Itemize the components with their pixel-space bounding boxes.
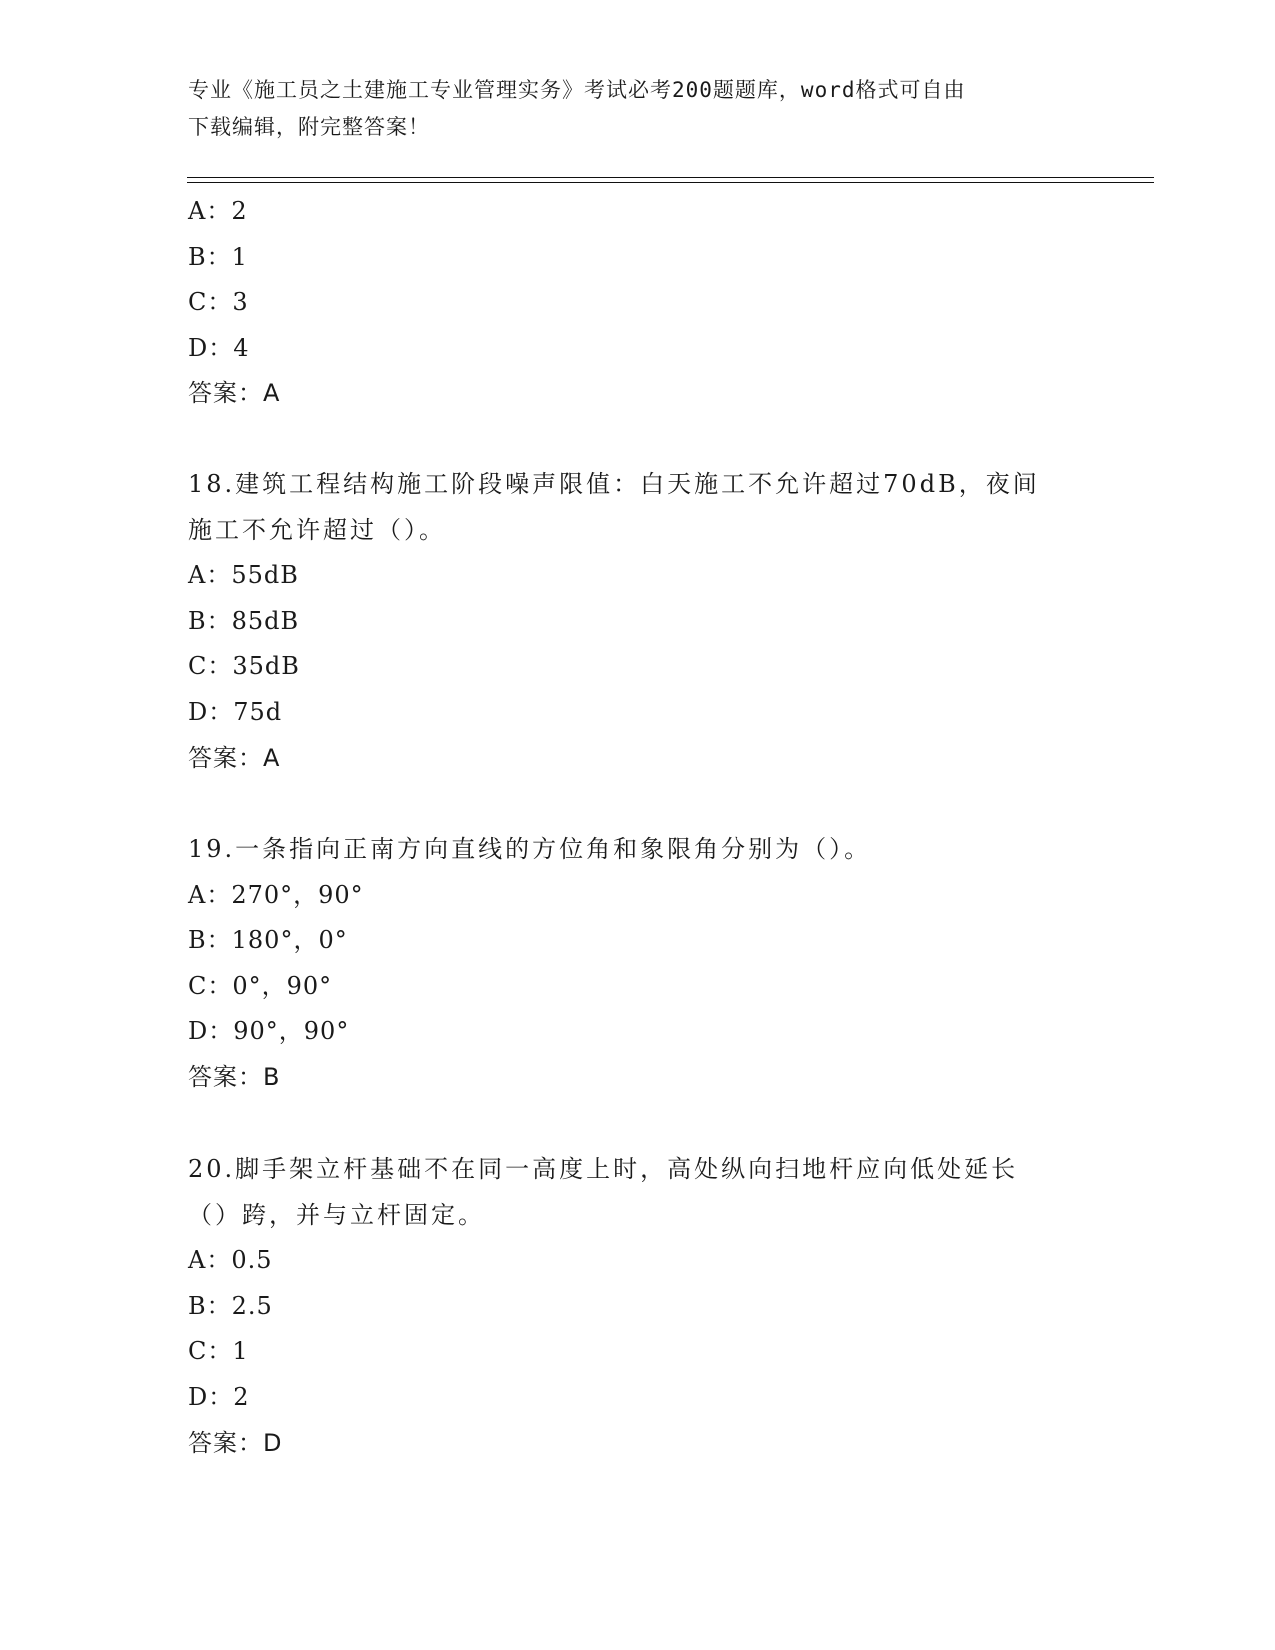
question-19 <box>188 827 1088 1101</box>
header-line-1: 专业《施工员之土建施工专业管理实务》考试必考200题题库，word格式可自由 <box>188 78 966 102</box>
answer-line: 答案：A <box>188 743 281 772</box>
question-stem <box>188 827 1088 873</box>
option-c: C：1 <box>188 1337 249 1366</box>
question-17-continuation <box>188 189 1088 417</box>
option-a: A：270°，90° <box>188 880 364 909</box>
option-a: A：2 <box>188 197 248 225</box>
header-divider-top <box>187 177 1154 178</box>
header-divider-bottom <box>187 182 1154 183</box>
answer-line: 答案：D <box>188 1428 283 1457</box>
document-header <box>188 72 1068 146</box>
question-stem-line-1: 20.脚手架立杆基础不在同一高度上时，高处纵向扫地杆应向低处延长 <box>188 1155 1019 1183</box>
question-stem <box>188 462 1088 553</box>
option-c: C：35dB <box>188 652 300 681</box>
answer-line: 答案：A <box>188 379 281 408</box>
question-stem-line-1: 19.一条指向正南方向直线的方位角和象限角分别为（）。 <box>188 835 872 863</box>
question-stem-line-2: （）跨，并与立杆固定。 <box>188 1200 485 1229</box>
option-b: B：85dB <box>188 606 300 635</box>
option-a: A：0.5 <box>188 1246 273 1275</box>
option-d: D：2 <box>188 1382 250 1411</box>
question-stem-line-2: 施工不允许超过（）。 <box>188 515 446 544</box>
option-d: D：75d <box>188 697 283 726</box>
option-b: B：180°，0° <box>188 926 348 955</box>
option-d: D：90°，90° <box>188 1017 350 1046</box>
header-line-2: 下载编辑，附完整答案！ <box>188 115 430 139</box>
question-18 <box>188 462 1088 781</box>
option-c: C：0°，90° <box>188 971 333 1000</box>
option-d: D：4 <box>188 333 250 362</box>
question-20 <box>188 1147 1088 1466</box>
option-c: C：3 <box>188 288 249 317</box>
question-stem <box>188 1147 1088 1238</box>
question-stem-line-1: 18.建筑工程结构施工阶段噪声限值：白天施工不允许超过70dB，夜间 <box>188 470 1040 498</box>
option-b: B：2.5 <box>188 1291 273 1320</box>
option-b: B：1 <box>188 242 248 271</box>
answer-line: 答案：B <box>188 1062 281 1091</box>
option-a: A：55dB <box>188 561 299 590</box>
